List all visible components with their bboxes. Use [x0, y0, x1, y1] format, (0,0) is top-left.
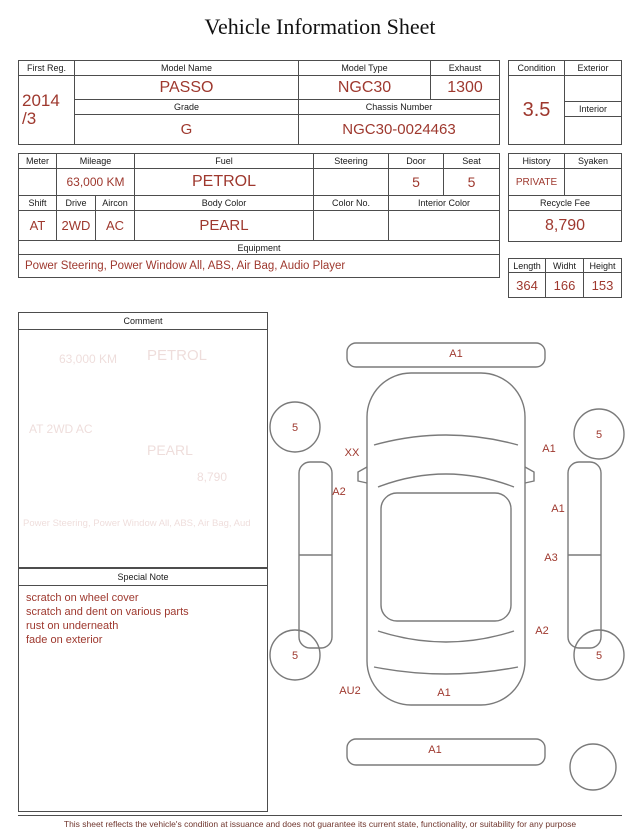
damage-mark: A1 — [551, 503, 565, 515]
ghost-text: Power Steering, Power Window All, ABS, Air Bag, Aud — [23, 518, 251, 529]
drive-value: 2WD — [57, 211, 96, 241]
width-value: 166 — [546, 273, 584, 297]
dimensions-table — [508, 258, 622, 298]
interior-color-label: Interior Color — [389, 196, 499, 211]
syaken-label: Syaken — [565, 154, 621, 169]
footer-disclaimer: This sheet reflects the vehicle's condition at issuance and does not guarantee its current state, functionality, or suitability for any purpose — [18, 815, 622, 829]
fuel-value: PETROL — [135, 169, 314, 196]
aircon-value: AC — [96, 211, 135, 241]
trunk-line — [374, 667, 518, 674]
ghost-text: PEARL — [147, 442, 193, 458]
special-note-line: rust on underneath — [26, 620, 119, 632]
color-no-label: Color No. — [314, 196, 389, 211]
damage-mark: 5 — [291, 422, 299, 434]
left-mirror-shape — [358, 467, 367, 483]
damage-mark: A1 — [428, 744, 442, 756]
ghost-text: 63,000 KM — [59, 352, 118, 366]
rear-bumper-shape — [347, 739, 545, 765]
recycle-fee-value: 8,790 — [544, 217, 586, 234]
syaken-value — [565, 169, 621, 196]
door-label: Door — [389, 154, 444, 169]
door-value: 5 — [389, 169, 444, 196]
damage-mark: A2 — [332, 486, 346, 498]
first-reg-year: 2014 — [22, 90, 60, 110]
model-type-value: NGC30 — [299, 76, 431, 100]
special-note-lines — [19, 586, 267, 816]
car-diagram — [268, 315, 632, 810]
damage-mark: A1 — [542, 443, 556, 455]
steering-label: Steering — [314, 154, 389, 169]
condition-label: Condition — [509, 61, 565, 76]
history-label: History — [509, 154, 565, 169]
ghost-text: 8,790 — [197, 470, 228, 484]
first-reg-value — [19, 76, 75, 144]
damage-mark: A3 — [544, 552, 558, 564]
body-color-value: PEARL — [135, 211, 314, 241]
comment-label: Comment — [19, 313, 267, 330]
chassis-number-label: Chassis Number — [299, 100, 499, 115]
windshield-line — [378, 474, 514, 487]
comment-box — [18, 312, 268, 568]
history-table — [508, 153, 622, 242]
meter-value — [19, 169, 57, 196]
condition-value: 3.5 — [509, 76, 565, 144]
spare-tire — [570, 744, 616, 790]
interior-label: Interior — [565, 102, 621, 117]
seat-label: Seat — [444, 154, 499, 169]
comment-ghost-layer — [19, 330, 267, 567]
height-value: 153 — [591, 277, 614, 293]
length-value: 364 — [509, 273, 546, 297]
rear-window-line — [378, 631, 514, 642]
special-note-line: scratch and dent on various parts — [26, 606, 189, 618]
ghost-text: PETROL — [147, 347, 208, 364]
color-no-value — [314, 211, 389, 241]
meter-label: Meter — [19, 154, 57, 169]
special-note-label: Special Note — [19, 569, 267, 586]
exhaust-value: 1300 — [431, 76, 499, 100]
mileage-value: 63,000 KM — [57, 169, 135, 196]
steering-value — [314, 169, 389, 196]
interior-color-value — [389, 211, 499, 241]
shift-label: Shift — [19, 196, 57, 211]
height-label: Height — [584, 259, 621, 273]
condition-table — [508, 60, 622, 145]
first-reg-label: First Reg. — [19, 61, 75, 76]
special-note-box — [18, 568, 268, 812]
grade-value: G — [75, 115, 299, 144]
grade-label: Grade — [75, 100, 299, 115]
equipment-value: Power Steering, Power Window All, ABS, Air Bag, Audio Player — [25, 260, 346, 272]
ghost-text: AT 2WD AC — [29, 422, 93, 436]
special-note-line: fade on exterior — [26, 634, 103, 646]
seat-value: 5 — [444, 169, 499, 196]
car-body-shape — [367, 373, 525, 705]
shift-value: AT — [19, 211, 57, 241]
chassis-number-value: NGC30-0024463 — [342, 121, 456, 138]
damage-mark: A1 — [437, 687, 451, 699]
damage-mark: 5 — [595, 650, 603, 662]
length-label: Length — [509, 259, 546, 273]
mileage-label: Mileage — [57, 154, 135, 169]
hood-line — [374, 435, 518, 445]
equipment-label: Equipment — [19, 241, 499, 255]
vehicle-spec-table — [18, 153, 500, 278]
model-name-label: Model Name — [75, 61, 299, 76]
damage-marks-layer — [292, 348, 602, 756]
model-name-value: PASSO — [75, 76, 299, 100]
damage-mark: A1 — [449, 348, 463, 360]
model-type-label: Model Type — [299, 61, 431, 76]
damage-mark: 5 — [595, 429, 603, 441]
drive-label: Drive — [57, 196, 96, 211]
width-label: Widht — [546, 259, 584, 273]
exhaust-label: Exhaust — [431, 61, 499, 76]
interior-value — [565, 117, 621, 144]
first-reg-month: /3 — [22, 109, 37, 128]
special-note-line: scratch on wheel cover — [26, 592, 139, 604]
roof-shape — [381, 493, 511, 621]
damage-mark: 5 — [291, 650, 299, 662]
recycle-fee-label: Recycle Fee — [509, 196, 621, 211]
body-color-label: Body Color — [135, 196, 314, 211]
history-value: PRIVATE — [509, 169, 565, 196]
aircon-label: Aircon — [96, 196, 135, 211]
damage-mark: A2 — [535, 625, 549, 637]
damage-mark: AU2 — [339, 685, 361, 697]
fuel-label: Fuel — [135, 154, 314, 169]
exterior-value — [565, 76, 621, 102]
damage-mark: XX — [344, 447, 360, 459]
right-mirror-shape — [525, 467, 534, 483]
page-title: Vehicle Information Sheet — [204, 14, 436, 39]
front-bumper-shape — [347, 343, 545, 367]
exterior-label: Exterior — [565, 61, 621, 76]
vehicle-id-table — [18, 60, 500, 145]
